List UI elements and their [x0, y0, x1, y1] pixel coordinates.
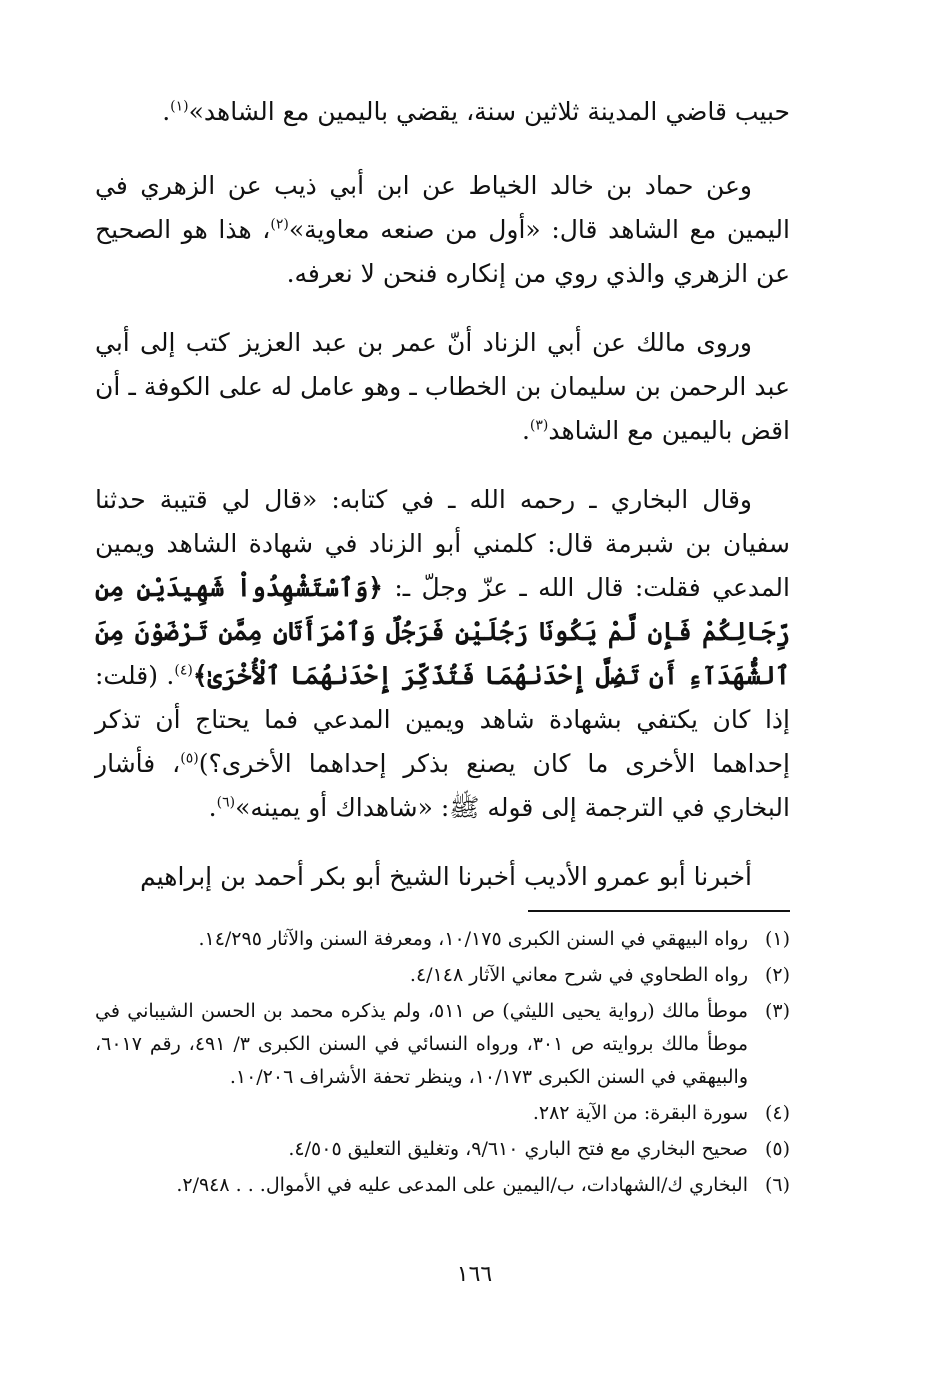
- page-number: ١٦٦: [456, 1262, 493, 1287]
- footnote-number: (٦): [764, 1174, 790, 1196]
- paragraph-2-text-a: وعن حماد بن خالد الخياط عن ابن أبي ذيب عن الزهري في اليمين مع الشاهد قال: «أول من صنعه معاوية»: [95, 171, 790, 244]
- footnote-text: البخاري ك/الشهادات، ب/اليمين على المدعى عليه في الأموال. . . ٢/٩٤٨.: [176, 1174, 748, 1196]
- footnote-4: [95, 1097, 790, 1130]
- paragraph-3-text-a: وروى مالك عن أبي الزناد أنّ عمر بن عبد العزيز كتب إلى أبي عبد الرحمن بن سليمان بن الخطاب ـ وهو عامل له على الكوفة ـ أن اقض باليمين مع الشاهد: [95, 328, 790, 445]
- footnote-divider: [528, 910, 790, 912]
- paragraph-4-text-a: وقال البخاري ـ رحمه الله ـ في كتابه: «قال لي قتيبة حدثنا سفيان بن شبرمة قال: كلمني أبو الزناد في شهادة الشاهد ويمين المدعي فقلت: قال الله ـ عزّ وجلّ ـ:: [95, 485, 790, 602]
- footnote-text: موطأ مالك (رواية يحيى الليثي) ص ٥١١، ولم يذكره محمد بن الحسن الشيباني في موطأ مالك بروايته ص ٣٠١، ورواه النسائي في السنن الكبرى ٣/ ٤٩١، رقم ٦٠١٧، والبيهقي في السنن الكبرى ١٠/١٧٣، وينظر تحفة الأشراف ١٠/٢٠٦.: [95, 1000, 749, 1088]
- footnote-ref-2[interactable]: (٢): [270, 216, 289, 233]
- paragraph-1-end: .: [162, 97, 171, 126]
- footnote-1: [95, 923, 790, 956]
- footnote-text: رواه البيهقي في السنن الكبرى ١٠/١٧٥، ومعرفة السنن والآثار ١٤/٢٩٥.: [198, 928, 748, 950]
- footnote-ref-6[interactable]: (٦): [216, 794, 236, 811]
- footnote-number: (٥): [764, 1138, 790, 1160]
- paragraph-4-text-c: ، فأشار البخاري في الترجمة إلى قوله ﷺ: «شاهداك أو يمينه»: [95, 749, 790, 822]
- paragraph-2: [95, 164, 790, 296]
- paragraph-5: [95, 855, 790, 899]
- footnote-2: [95, 959, 790, 992]
- footnote-ref-5[interactable]: (٥): [180, 750, 199, 767]
- footnote-text: صحيح البخاري مع فتح الباري ٩/٦١٠، وتغليق التعليق ٤/٥٠٥.: [288, 1138, 748, 1160]
- paragraph-4-text-d: .: [208, 793, 217, 822]
- main-text: [95, 90, 790, 924]
- footnote-number: (٢): [764, 964, 790, 986]
- footnote-number: (٣): [764, 1000, 790, 1022]
- paragraph-4: [95, 478, 790, 830]
- footnotes: [95, 923, 790, 1205]
- footnote-ref-1[interactable]: (١): [170, 98, 189, 115]
- quran-verse: ﴿وَٱسْتَشْهِدُواْ شَهِيدَيْنِ مِن رِّجَالِكُمْ فَإِن لَّمْ يَكُونَا رَجُلَيْنِ فَرَجُلٌ وَٱمْرَأَتَانِ مِمَّن تَرْضَوْنَ مِنَ ٱلشُّهَدَآءِ أَن تَضِلَّ إِحْدَىٰهُمَا فَتُذَكِّرَ إِحْدَىٰهُمَا ٱلْأُخْرَىٰ﴾: [95, 573, 790, 690]
- paragraph-5-text: أخبرنا أبو عمرو الأديب أخبرنا الشيخ أبو بكر أحمد بن إبراهيم: [140, 862, 752, 891]
- paragraph-1: [95, 90, 790, 134]
- footnote-5: [95, 1133, 790, 1166]
- paragraph-3-text-b: .: [521, 416, 530, 445]
- footnote-ref-4[interactable]: (٤): [174, 662, 193, 679]
- paragraph-3: [95, 321, 790, 453]
- footnote-ref-3[interactable]: (٣): [529, 417, 549, 434]
- footnote-6: [95, 1169, 790, 1202]
- footnote-text: سورة البقرة: من الآية ٢٨٢.: [532, 1102, 748, 1124]
- footnote-number: (٤): [764, 1102, 790, 1124]
- paragraph-2-text-b: ، هذا هو الصحيح عن الزهري والذي روي من إنكاره فنحن لا نعرفه.: [95, 215, 790, 288]
- footnote-3: [95, 995, 790, 1094]
- paragraph-1-text: حبيب قاضي المدينة ثلاثين سنة، يقضي باليمين مع الشاهد»: [188, 97, 790, 126]
- footnote-text: رواه الطحاوي في شرح معاني الآثار ٤/١٤٨.: [409, 964, 748, 986]
- paragraph-4-text-b: . (قلت: إذا كان يكتفي بشهادة شاهد ويمين المدعي فما يحتاج أن تذكر إحداهما الأخرى ما كان يصنع بذكر إحداهما الأخرى؟): [95, 661, 790, 778]
- footnote-number: (١): [764, 928, 790, 950]
